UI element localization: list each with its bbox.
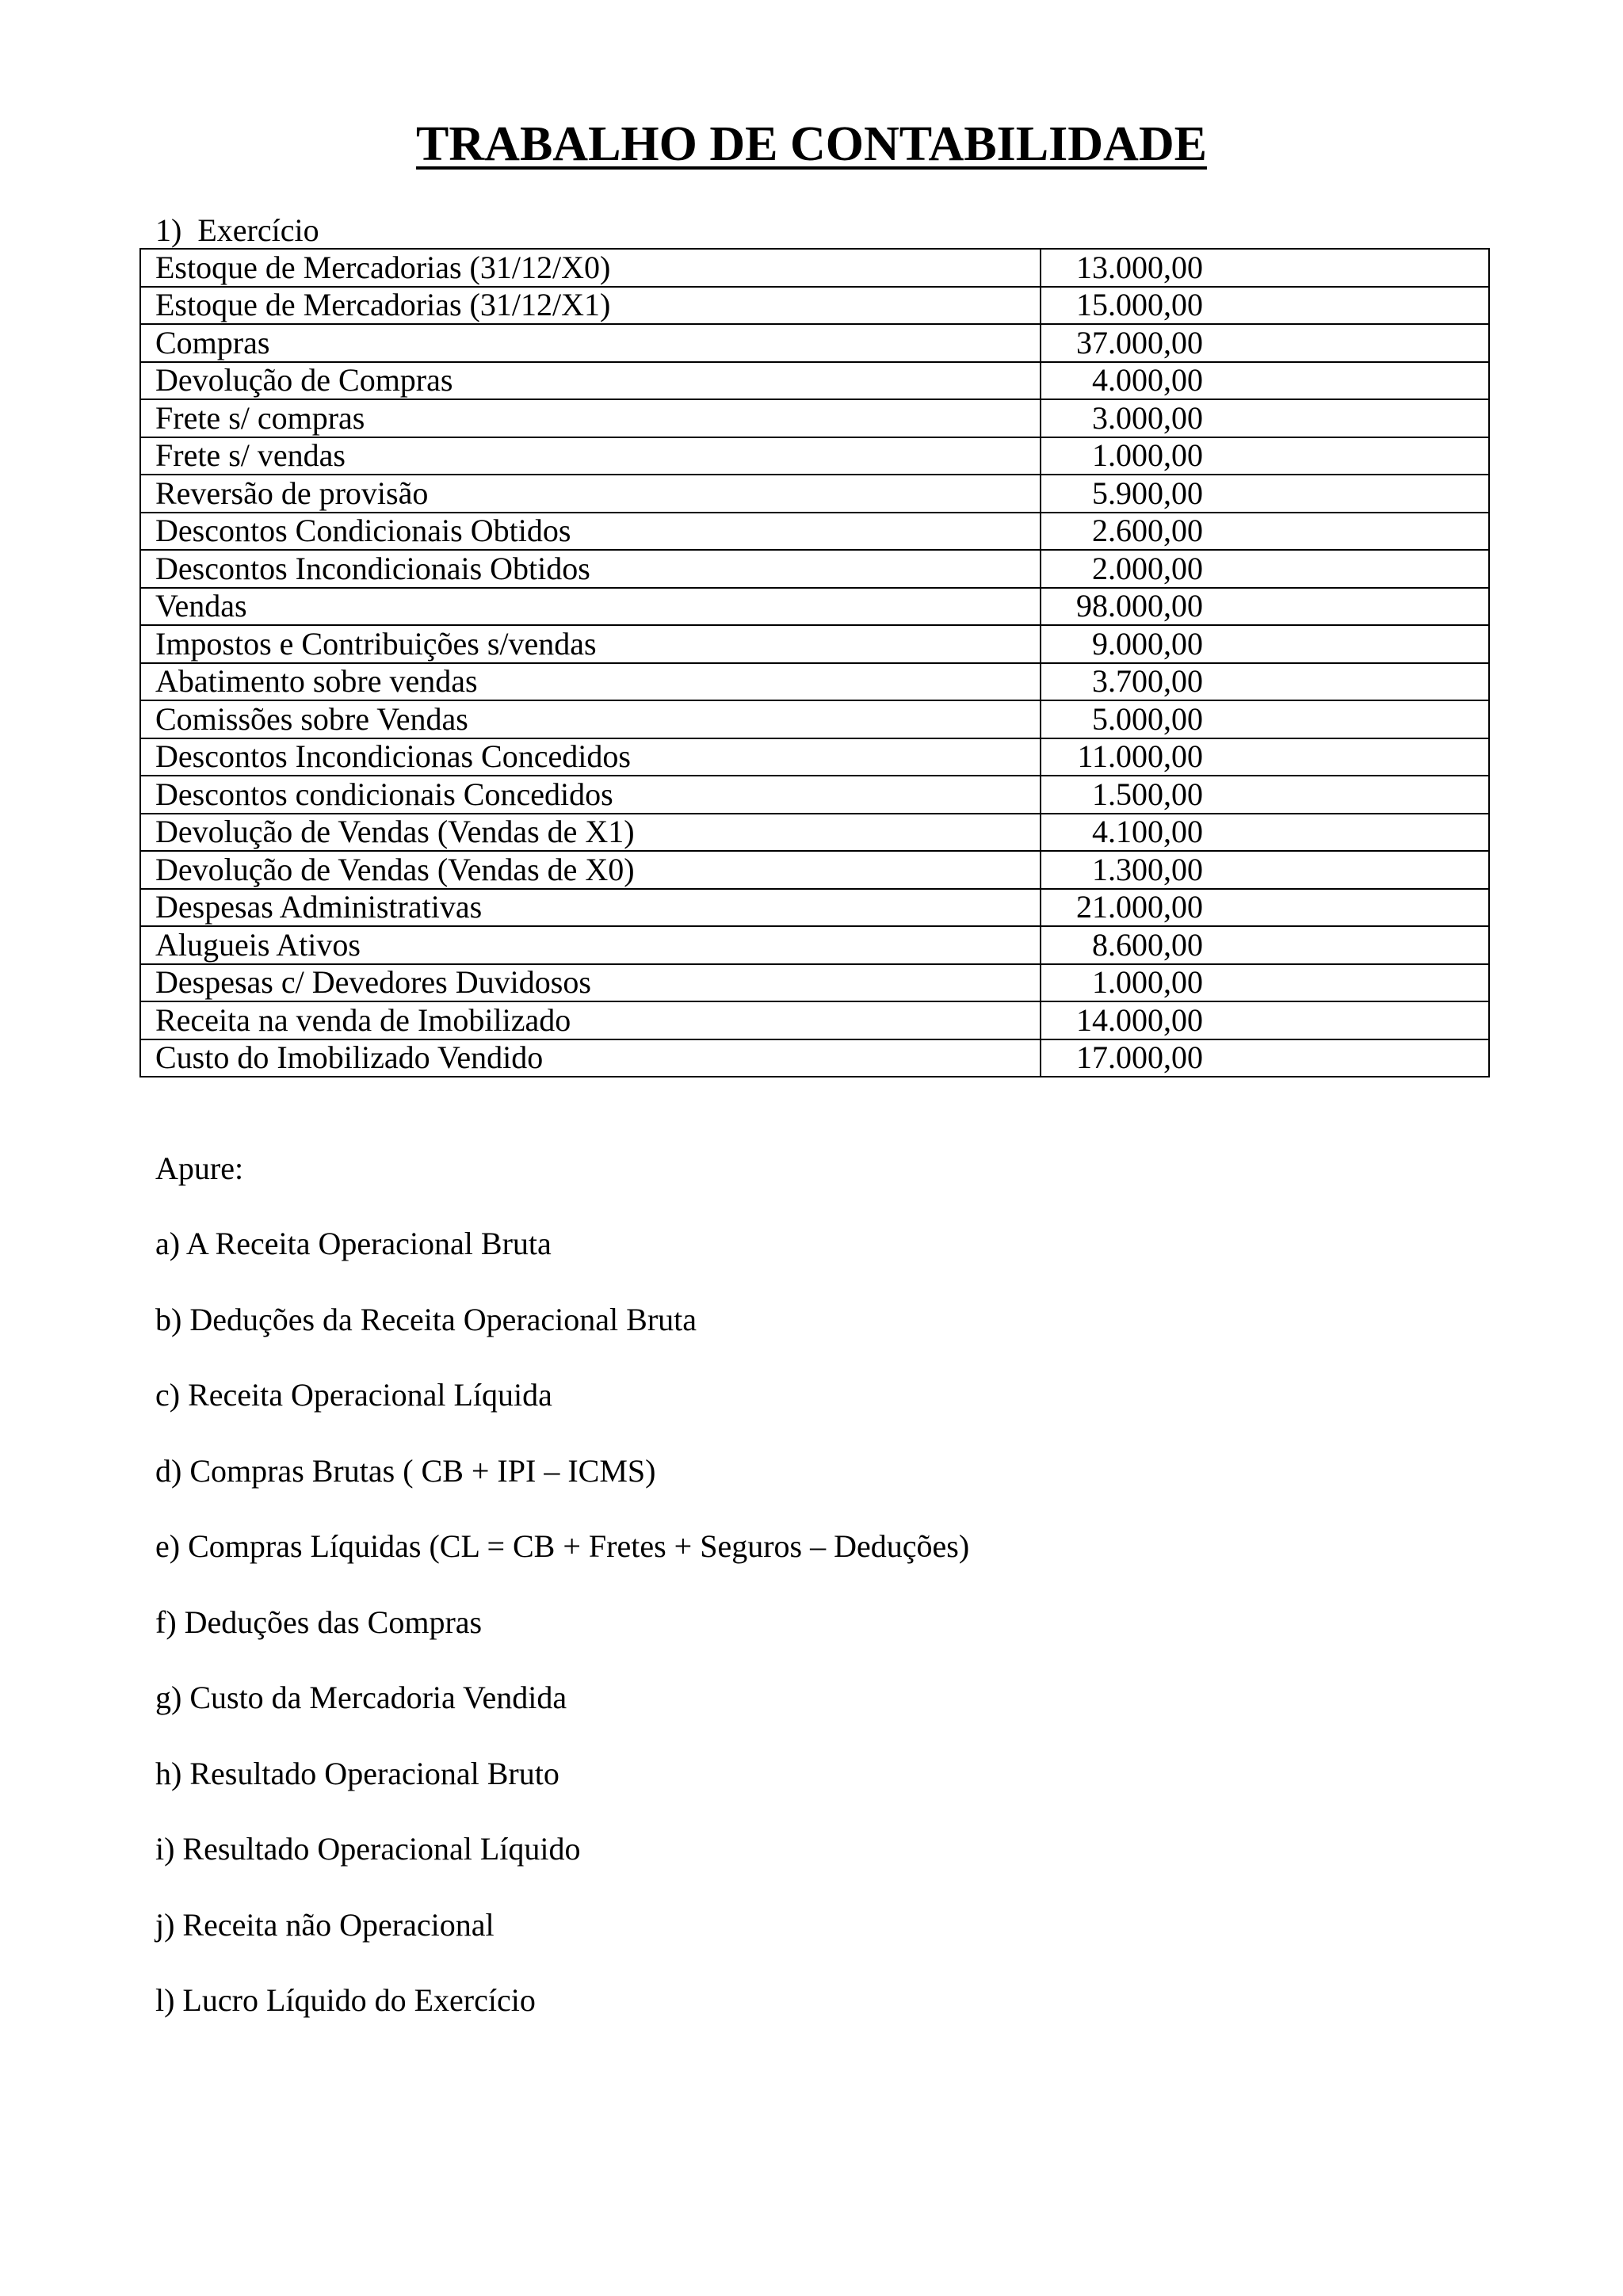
- row-value-cell: [1041, 889, 1489, 927]
- row-value-cell: [1041, 663, 1489, 701]
- question-item: f) Deduções das Compras: [155, 1604, 483, 1640]
- row-label: Despesas c/ Devedores Duvidosos: [140, 964, 1041, 1002]
- row-label: Devolução de Vendas (Vendas de X0): [140, 851, 1041, 889]
- row-value-cell: [1041, 287, 1489, 325]
- table-body: [140, 249, 1489, 1077]
- row-value-cell: [1041, 926, 1489, 964]
- row-label: Descontos Condicionais Obtidos: [140, 513, 1041, 551]
- row-value: 3.000,00: [1092, 399, 1203, 436]
- row-label: Frete s/ compras: [140, 399, 1041, 437]
- table-row: [140, 399, 1489, 437]
- table-row: [140, 851, 1489, 889]
- row-value: 5.000,00: [1092, 700, 1203, 737]
- row-value: 15.000,00: [1076, 287, 1203, 323]
- row-value-cell: [1041, 437, 1489, 475]
- question-item: e) Compras Líquidas (CL = CB + Fretes + Seguros – Deduções): [155, 1528, 970, 1564]
- row-label: Estoque de Mercadorias (31/12/X0): [140, 249, 1041, 287]
- row-value-cell: [1041, 1039, 1489, 1077]
- row-label: Frete s/ vendas: [140, 437, 1041, 475]
- row-label: Custo do Imobilizado Vendido: [140, 1039, 1041, 1077]
- row-value: 4.000,00: [1092, 362, 1203, 399]
- row-label: Descontos Incondicionais Obtidos: [140, 550, 1041, 588]
- exercise-label: 1) Exercício: [155, 212, 319, 248]
- question-item: h) Resultado Operacional Bruto: [155, 1755, 559, 1791]
- question-item: d) Compras Brutas ( CB + IPI – ICMS): [155, 1452, 656, 1489]
- question-item: j) Receita não Operacional: [155, 1906, 495, 1943]
- question-item: g) Custo da Mercadoria Vendida: [155, 1680, 567, 1715]
- row-value-cell: [1041, 362, 1489, 400]
- row-label: Devolução de Vendas (Vendas de X1): [140, 814, 1041, 852]
- row-value-cell: [1041, 625, 1489, 663]
- row-value: 17.000,00: [1076, 1039, 1203, 1076]
- row-value: 11.000,00: [1077, 738, 1203, 775]
- row-value: 21.000,00: [1076, 889, 1203, 925]
- row-label: Alugueis Ativos: [140, 926, 1041, 964]
- row-value-cell: [1041, 738, 1489, 776]
- question-item: l) Lucro Líquido do Exercício: [155, 1982, 536, 2018]
- row-value: 1.000,00: [1092, 437, 1203, 474]
- row-label: Reversão de provisão: [140, 475, 1041, 513]
- row-value: 1.000,00: [1092, 964, 1203, 1001]
- row-value: 1.300,00: [1092, 851, 1203, 887]
- row-value-cell: [1041, 399, 1489, 437]
- row-label: Compras: [140, 324, 1041, 362]
- row-value-cell: [1041, 324, 1489, 362]
- row-value: 3.700,00: [1092, 663, 1203, 700]
- table-row: [140, 513, 1489, 551]
- row-label: Despesas Administrativas: [140, 889, 1041, 927]
- row-value-cell: [1041, 249, 1489, 287]
- table-row: [140, 738, 1489, 776]
- row-value-cell: [1041, 550, 1489, 588]
- question-item: c) Receita Operacional Líquida: [155, 1377, 552, 1413]
- table-row: [140, 249, 1489, 287]
- table-row: [140, 1039, 1489, 1077]
- row-value-cell: [1041, 776, 1489, 814]
- question-item: a) A Receita Operacional Bruta: [155, 1226, 552, 1261]
- apure-label: Apure:: [155, 1150, 244, 1186]
- table-row: [140, 437, 1489, 475]
- row-label: Estoque de Mercadorias (31/12/X1): [140, 287, 1041, 325]
- row-value: 4.100,00: [1092, 814, 1203, 850]
- row-label: Descontos condicionais Concedidos: [140, 776, 1041, 814]
- question-item: b) Deduções da Receita Operacional Bruta: [155, 1301, 697, 1337]
- row-label: Descontos Incondicionas Concedidos: [140, 738, 1041, 776]
- row-value: 8.600,00: [1092, 926, 1203, 963]
- row-label: Impostos e Contribuições s/vendas: [140, 625, 1041, 663]
- row-value-cell: [1041, 851, 1489, 889]
- table-row: [140, 324, 1489, 362]
- row-value-cell: [1041, 814, 1489, 852]
- row-value-cell: [1041, 588, 1489, 626]
- table-row: [140, 889, 1489, 927]
- table-row: [140, 776, 1489, 814]
- table-row: [140, 964, 1489, 1002]
- row-label: Comissões sobre Vendas: [140, 700, 1041, 738]
- row-label: Devolução de Compras: [140, 362, 1041, 400]
- document-title: TRABALHO DE CONTABILIDADE: [416, 117, 1207, 171]
- row-value: 13.000,00: [1076, 249, 1203, 285]
- table-row: [140, 550, 1489, 588]
- table-row: [140, 287, 1489, 325]
- row-value: 2.000,00: [1092, 550, 1203, 586]
- questions-list: [155, 1224, 969, 2057]
- row-value: 37.000,00: [1076, 324, 1203, 360]
- row-value-cell: [1041, 964, 1489, 1002]
- table-row: [140, 663, 1489, 701]
- table-row: [140, 625, 1489, 663]
- table-row: [140, 588, 1489, 626]
- row-value-cell: [1041, 1001, 1489, 1039]
- row-value-cell: [1041, 513, 1489, 551]
- row-label: Vendas: [140, 588, 1041, 626]
- row-value-cell: [1041, 700, 1489, 738]
- row-value: 9.000,00: [1092, 625, 1203, 662]
- row-value: 1.500,00: [1092, 776, 1203, 812]
- question-item: i) Resultado Operacional Líquido: [155, 1831, 581, 1867]
- row-value: 5.900,00: [1092, 475, 1203, 511]
- row-label: Abatimento sobre vendas: [140, 663, 1041, 701]
- row-value: 2.600,00: [1092, 513, 1203, 549]
- row-value-cell: [1041, 475, 1489, 513]
- row-label: Receita na venda de Imobilizado: [140, 1001, 1041, 1039]
- row-value: 14.000,00: [1076, 1001, 1203, 1038]
- table-row: [140, 700, 1489, 738]
- table-row: [140, 362, 1489, 400]
- table-row: [140, 926, 1489, 964]
- table-row: [140, 1001, 1489, 1039]
- table-row: [140, 475, 1489, 513]
- table-row: [140, 814, 1489, 852]
- exercise-data-table: [139, 248, 1490, 1077]
- row-value: 98.000,00: [1076, 588, 1203, 624]
